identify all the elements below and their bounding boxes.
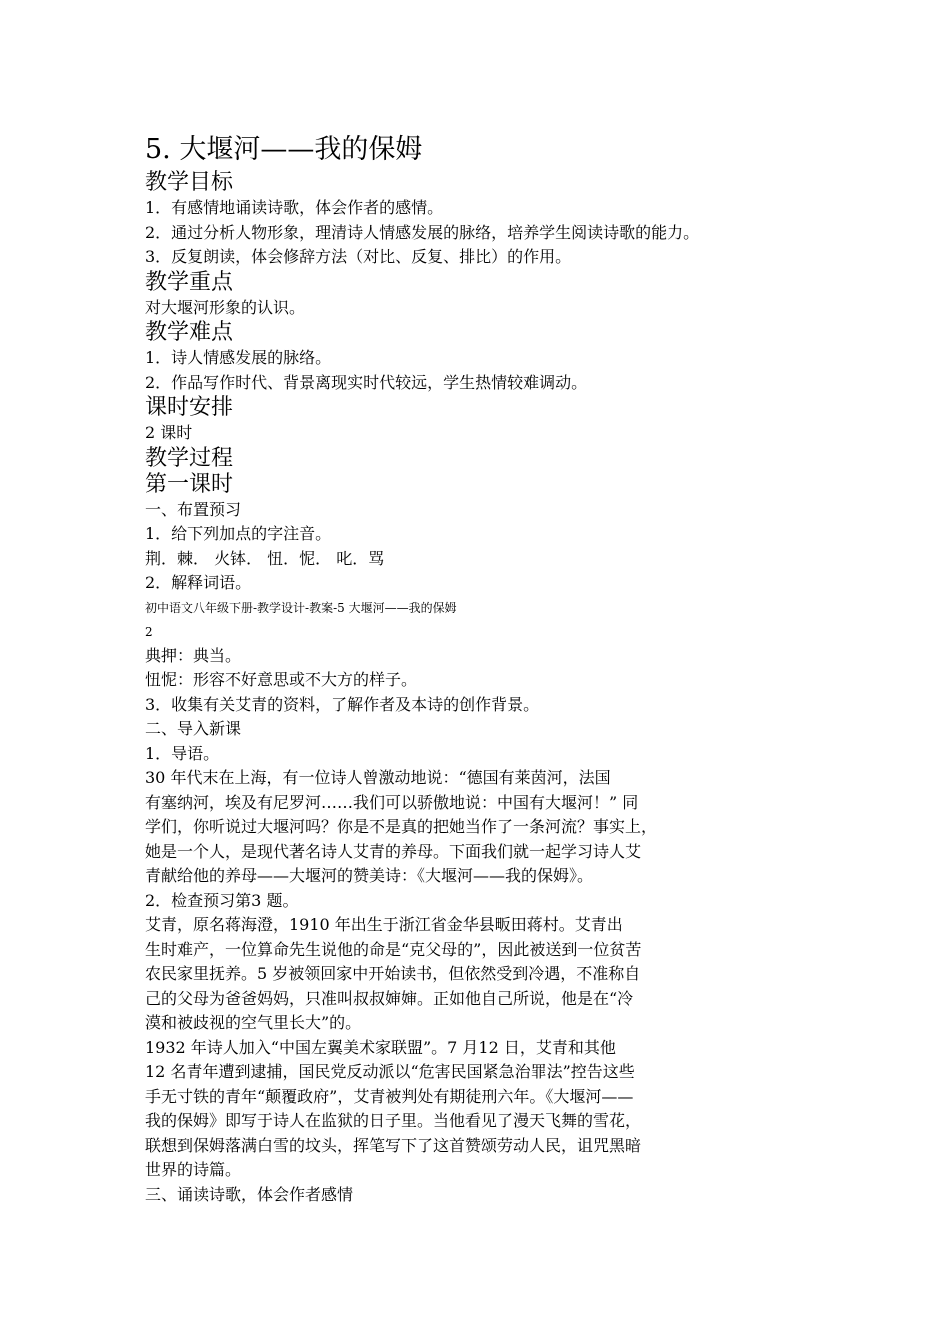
body-line: 3．收集有关艾青的资料，了解作者及本诗的创作背景。: [145, 694, 540, 714]
page-number: 2: [145, 624, 153, 639]
page-title: 5. 大堰河——我的保姆: [145, 134, 423, 165]
body-line: 1．给下列加点的字注音。: [145, 524, 332, 543]
difficulty-item: 2．作品写作时代、背景离现实时代较远，学生热情较难调动。: [145, 372, 588, 392]
goal-item: 2．通过分析人物形象，理清诗人情感发展的脉络，培养学生阅读诗歌的能力。: [145, 222, 700, 242]
body-line: 世界的诗篇。: [145, 1160, 242, 1179]
difficulty-item: 1．诗人情感发展的脉络。: [145, 348, 332, 367]
heading-teaching-goals: 教学目标: [145, 170, 234, 195]
body-line: 12 名青年遭到逮捕，国民党反动派以“危害民国紧急治罪法”控告这些: [145, 1062, 635, 1081]
body-line: 二、导入新课: [145, 719, 242, 738]
body-line: 她是一个人，是现代著名诗人艾青的养母。下面我们就一起学习诗人艾: [145, 841, 642, 861]
body-line: 荆．棘． 火钵． 忸．怩． 叱．骂: [145, 548, 385, 568]
body-line: 己的父母为爸爸妈妈，只准叫叔叔婶婶。正如他自己所说，他是在“冷: [145, 988, 634, 1008]
body-line: 1．导语。: [145, 743, 220, 763]
heading-teaching-process: 教学过程: [145, 445, 234, 471]
body-line: 漠和被歧视的空气里长大”的。: [145, 1013, 362, 1032]
goal-item: 1．有感情地诵读诗歌，体会作者的感情。: [145, 198, 444, 217]
heading-teaching-focus: 教学重点: [145, 269, 234, 295]
body-line: 有塞纳河，埃及有尼罗河……我们可以骄傲地说：中国有大堰河！” 同: [145, 792, 639, 812]
schedule-text: 2 课时: [145, 423, 193, 442]
heading-teaching-difficulty: 教学难点: [145, 320, 234, 345]
heading-schedule: 课时安排: [145, 395, 234, 420]
body-line: 生时难产，一位算命先生说他的命是“克父母的”，因此被送到一位贫苦: [145, 939, 642, 959]
body-line: 忸怩：形容不好意思或不大方的样子。: [145, 670, 418, 689]
body-line: 农民家里抚养。5 岁被领回家中开始读书，但依然受到冷遇，不准称自: [145, 964, 641, 983]
focus-text: 对大堰河形象的认识。: [145, 297, 306, 317]
page-footer: 初中语文八年级下册-教学设计-教案-5 大堰河——我的保姆: [145, 600, 457, 615]
body-line: 青献给他的养母——大堰河的赞美诗：《大堰河——我的保姆》。: [145, 866, 594, 885]
body-line: 典押：典当。: [145, 645, 242, 665]
body-line: 2．解释词语。: [145, 573, 252, 592]
body-line: 2．检查预习第3 题。: [145, 890, 299, 910]
heading-first-lesson: 第一课时: [145, 471, 234, 497]
document-page: [145, 130, 785, 1207]
body-line: 30 年代末在上海，有一位诗人曾激动地说：“德国有莱茵河，法国: [145, 768, 611, 787]
body-line: 联想到保姆落满白雪的坟头，挥笔写下了这首赞颂劳动人民，诅咒黑暗: [145, 1135, 642, 1155]
body-line: 我的保姆》即写于诗人在监狱的日子里。当他看见了漫天飞舞的雪花，: [145, 1111, 642, 1130]
body-line: 学们，你听说过大堰河吗？你是不是真的把她当作了一条河流？事实上，: [145, 817, 658, 836]
goal-item: 3．反复朗读，体会修辞方法（对比、反复、排比）的作用。: [145, 247, 572, 266]
body-line: 三、诵读诗歌，体会作者感情: [145, 1184, 354, 1204]
body-line: 艾青，原名蒋海澄，1910 年出生于浙江省金华县畈田蒋村。艾青出: [145, 915, 623, 934]
body-line: 一、布置预习: [145, 499, 242, 519]
body-line: 手无寸铁的青年“颠覆政府”，艾青被判处有期徒刑六年。《大堰河——: [145, 1086, 634, 1106]
body-line: 1932 年诗人加入“中国左翼美术家联盟”。7 月12 日，艾青和其他: [145, 1037, 616, 1057]
